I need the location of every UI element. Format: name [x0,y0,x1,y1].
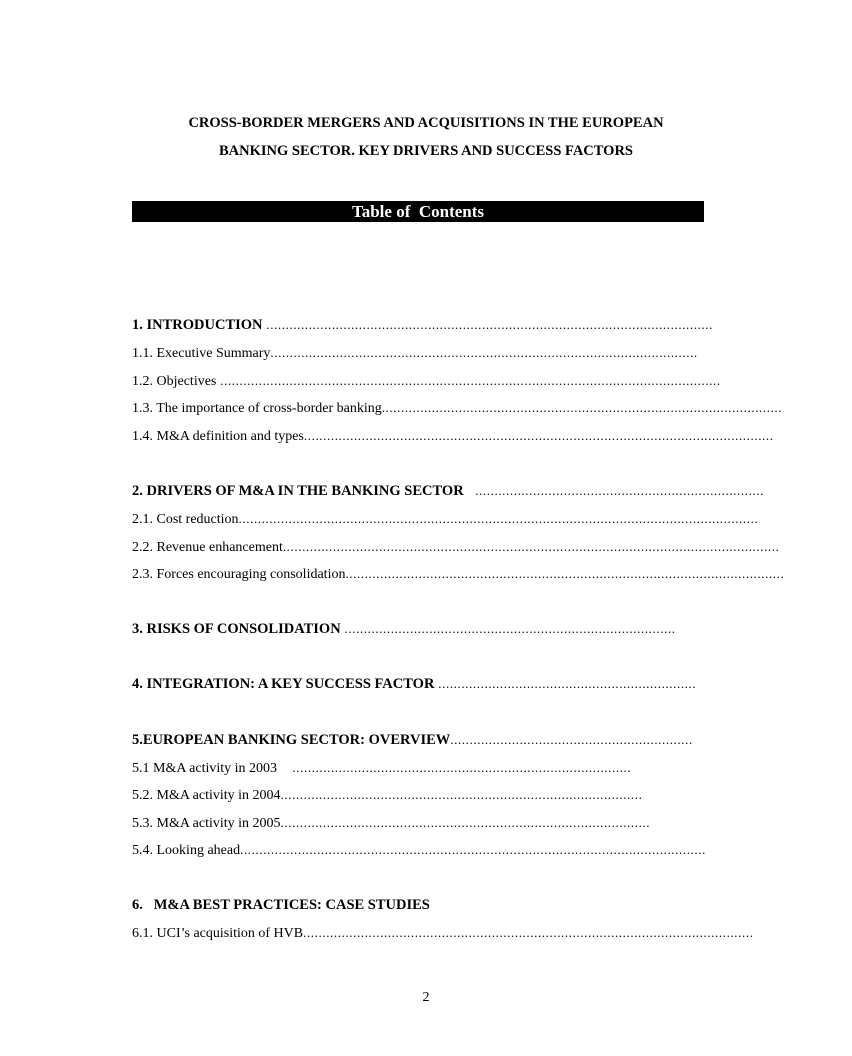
toc-entry-label: 1. INTRODUCTION [132,317,263,333]
toc-entry-looking-ahead[interactable] [132,840,706,860]
toc-entry-label: 5.4. Looking ahead [132,843,241,858]
toc-entry-label: 1.4. M&A definition and types [132,429,304,444]
leader-dots: ................................................................... [434,676,697,691]
toc-entry-cost-reduction[interactable] [132,509,759,529]
toc-entry-best-practices[interactable] [132,895,472,915]
leader-dots: ......................................................................................................................... [240,842,706,857]
toc-entry-label: 3. RISKS OF CONSOLIDATION [132,621,341,637]
toc-entry-integration[interactable] [132,674,695,694]
toc-entry-label: 2.1. Cost reduction [132,512,239,527]
toc-entry-ma-definition[interactable] [132,426,774,446]
toc-entry-label: 1.1. Executive Summary [132,346,271,361]
leader-dots: ................................................................................................................................. [282,539,780,554]
leader-dots: ....................................................................................................................................... [238,511,759,526]
leader-dots: .......................................................................................................................... [303,428,774,443]
toc-entry-label: 1.3. The importance of cross-border banking [132,401,382,416]
toc-entry-risks[interactable] [132,619,697,639]
table-of-contents-heading: Table of Contents [132,201,704,222]
toc-entry-cross-border-banking[interactable] [132,398,783,418]
leader-dots: ............................................................... [450,732,693,747]
leader-dots: ............................................................................................................... [270,345,698,360]
leader-dots: .................................................................................................................................. [216,373,721,388]
toc-entry-label: 5.3. M&A activity in 2005 [132,816,281,831]
toc-entry-label: 2.3. Forces encouraging consolidation [132,567,346,582]
toc-entry-label: 6. M&A BEST PRACTICES: CASE STUDIES [132,897,430,913]
page-number: 2 [422,990,430,1005]
toc-entry-revenue-enhancement[interactable] [132,537,780,557]
toc-entry-uci-hvb[interactable] [132,923,754,943]
leader-dots: .............................................................................................. [280,787,643,802]
leader-dots: .................................................................................................................. [345,566,785,581]
leader-dots: ........................................................................................................ [381,400,783,415]
leader-dots: ........................................................................................ [277,760,632,775]
toc-entry-ma-2005[interactable] [132,813,656,833]
title-line-2: BANKING SECTOR. KEY DRIVERS AND SUCCESS FACTORS [218,143,633,159]
leader-dots: ........................................................................... [463,483,764,498]
toc-entry-label: 5.1 M&A activity in 2003 [132,761,278,776]
toc-entry-executive-summary[interactable] [132,343,696,363]
toc-entry-label: 6.1. UCI’s acquisition of HVB [132,926,304,941]
toc-entry-european-overview[interactable] [132,730,693,750]
toc-entry-label: 2. DRIVERS OF M&A IN THE BANKING SECTOR [132,483,464,499]
toc-entry-introduction[interactable] [132,315,713,335]
toc-entry-ma-2004[interactable] [132,785,643,805]
leader-dots: ................................................................................................ [280,815,651,830]
toc-entry-ma-2003[interactable] [132,758,640,778]
toc-entry-objectives[interactable] [132,371,721,391]
toc-entry-label: 1.2. Objectives [132,374,217,389]
toc-entry-label: 5.EUROPEAN BANKING SECTOR: OVERVIEW [132,732,451,748]
toc-entry-label: 5.2. M&A activity in 2004 [132,788,281,803]
title-line-1: CROSS-BORDER MERGERS AND ACQUISITIONS IN THE EUROPEAN [188,115,664,131]
toc-entry-label: 2.2. Revenue enhancement [132,540,283,555]
toc-entry-label: 4. INTEGRATION: A KEY SUCCESS FACTOR [132,676,435,692]
leader-dots: ..................................................................................................................... [303,925,754,940]
toc-entry-consolidation-forces[interactable] [132,564,785,584]
toc-entry-drivers[interactable] [132,481,764,501]
leader-dots: .................................................................................................................... [262,317,713,332]
leader-dots: ...................................................................................... [340,621,676,636]
